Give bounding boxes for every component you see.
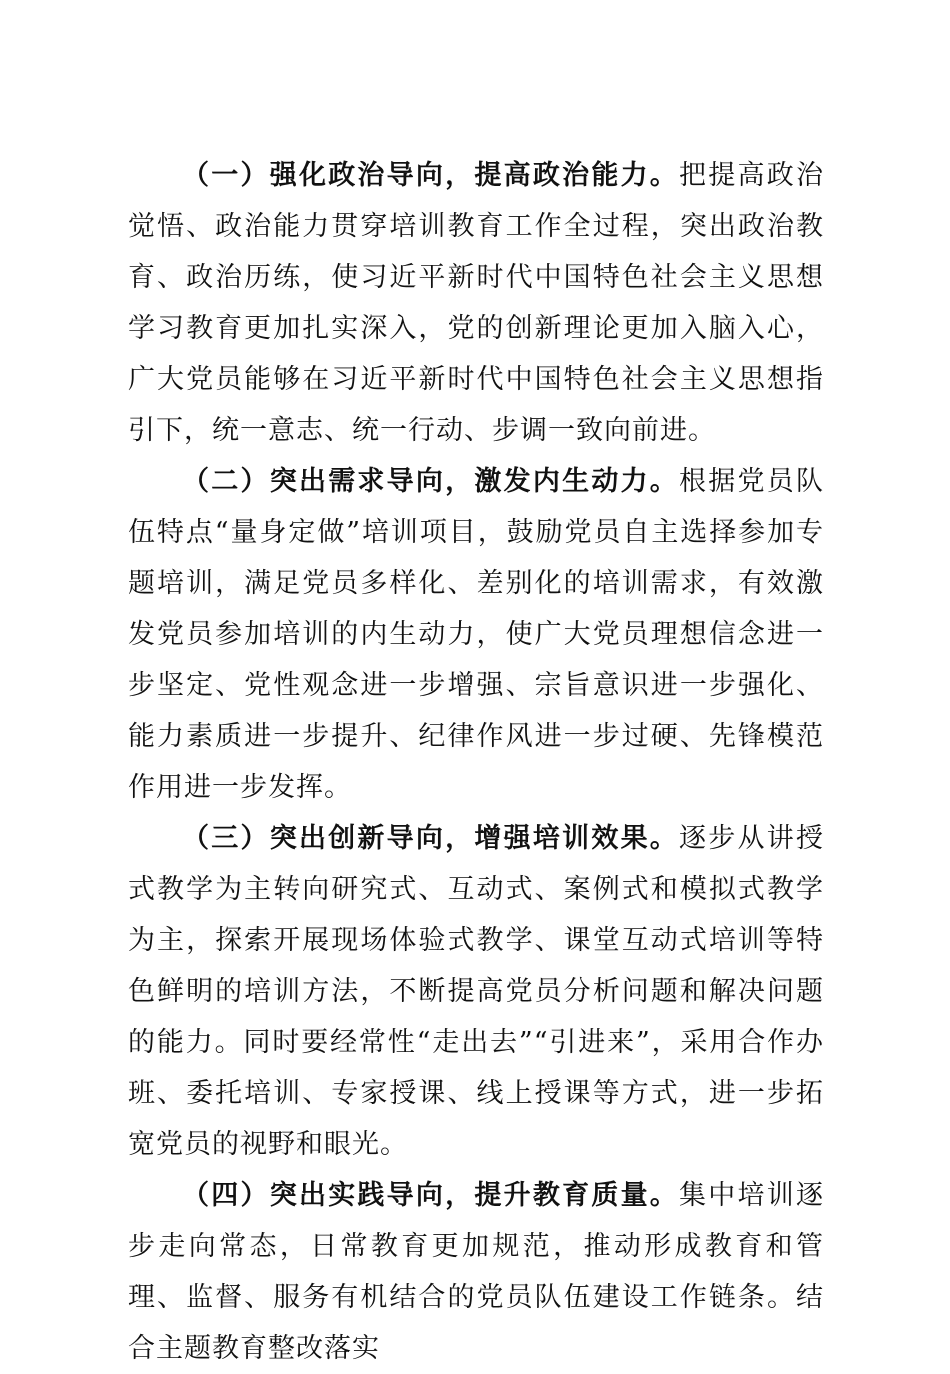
- paragraph-4-text: 集中培训逐步走向常态，日常教育更加规范，推动形成教育和管理、监督、服务有机结合的党员队伍建设工作链条。结合主题教育整改落实: [128, 1180, 824, 1364]
- document-body: [128, 150, 824, 1374]
- paragraph-1: [128, 150, 824, 456]
- paragraph-1-text: 把提高政治觉悟、政治能力贯穿培训教育工作全过程，突出政治教育、政治历练，使习近平新时代中国特色社会主义思想学习教育更加扎实深入，党的创新理论更加入脑入心，广大党员能够在习近平新时代中国特色社会主义思想指引下，统一意志、统一行动、步调一致向前进。: [128, 160, 824, 446]
- paragraph-2-text: 根据党员队伍特点“量身定做”培训项目，鼓励党员自主选择参加专题培训，满足党员多样化、差别化的培训需求，有效激发党员参加培训的内生动力，使广大党员理想信念进一步坚定、党性观念进一步增强、宗旨意识进一步强化、能力素质进一步提升、纪律作风进一步过硬、先锋模范作用进一步发挥。: [128, 466, 824, 803]
- paragraph-2: [128, 456, 824, 813]
- paragraph-3-heading: （三）突出创新导向，增强培训效果。: [182, 823, 680, 854]
- paragraph-4-heading: （四）突出实践导向，提升教育质量。: [182, 1180, 680, 1211]
- paragraph-3: [128, 813, 824, 1170]
- paragraph-1-heading: （一）强化政治导向，提高政治能力。: [182, 160, 680, 191]
- paragraph-3-text: 逐步从讲授式教学为主转向研究式、互动式、案例式和模拟式教学为主，探索开展现场体验式教学、课堂互动式培训等特色鲜明的培训方法，不断提高党员分析问题和解决问题的能力。同时要经常性“走出去”“引进来”，采用合作办班、委托培训、专家授课、线上授课等方式，进一步拓宽党员的视野和眼光。: [128, 823, 824, 1160]
- paragraph-2-heading: （二）突出需求导向，激发内生动力。: [182, 466, 680, 497]
- paragraph-4: [128, 1170, 824, 1374]
